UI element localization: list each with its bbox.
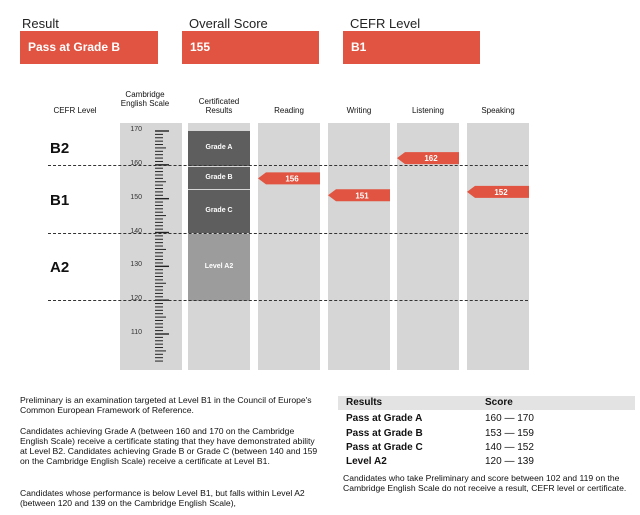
table-row-score: 120 — 139 [485,456,534,467]
scale-col-header: Cambridge English Scale [120,90,170,108]
results-col-header: Results [346,397,383,408]
reading-col-header: Reading [274,106,304,115]
score-tag-value: 162 [424,154,438,164]
cefr-level-label: CEFR Level [350,16,421,31]
score-tag-value: 151 [355,191,369,201]
score-col-header: Score [485,397,513,408]
score-tag-writing [328,189,390,201]
score-tag-value: 156 [285,174,299,184]
cefr-b1-label: B1 [50,192,70,209]
score-tag-reading [258,172,320,184]
score-tag-listening [397,152,459,164]
grade-a-label: Grade A [205,144,233,151]
grade-c-label: Grade C [205,207,233,215]
cefr-b2-label: B2 [50,140,70,157]
result-label: Result [22,16,59,31]
tick-label: 140 [130,227,142,235]
table-note: Candidates who take Preliminary and score between 102 and 119 on the Cambridge English Scale do not receive a result, CEFR level or certificate. [343,473,627,493]
table-row-result: Pass at Grade C [346,442,423,453]
below-b1-paragraph: Candidates whose performance is below Level B1, but falls within Level A2 (between 120 and 139 on the Cambridge English Scale), [20,488,305,508]
cefr-a2-label: A2 [50,259,70,276]
score-tag-speaking [467,186,529,198]
table-row-score: 153 — 159 [485,428,534,439]
tick-label: 110 [130,329,142,336]
score-tag-value: 152 [494,187,508,197]
table-row-score: 160 — 170 [485,413,534,424]
table-row-result: Pass at Grade A [346,413,423,424]
writing-col-header: Writing [346,106,372,115]
table-row-score: 140 — 152 [485,442,534,453]
overall-score-label: Overall Score [189,16,268,31]
tick-label: 120 [130,295,142,303]
tick-label: 130 [130,261,142,269]
cefr-level-value: B1 [343,31,480,64]
intro-paragraph: Preliminary is an examination targeted at Level B1 in the Council of Europe's Common European Framework of Reference. [20,395,312,415]
grades-paragraph: Candidates achieving Grade A (between 160 and 170 on the Cambridge English Scale) receive a certificate stating that they have demonstrated ability at Level B2. Candidates achieving Grade B or Grade C (between 140 and 159 on the Cambridge English Scale) receive a certificate at Level B1. [20,426,318,466]
tick-label: 160 [130,159,142,167]
results-table-header [338,396,635,410]
grade-b-label: Grade B [205,173,233,181]
cefr-col-header: CEFR Level [53,106,97,115]
listening-col-header: Listening [411,106,445,115]
tick-label: 170 [130,126,142,133]
table-row-result: Level A2 [346,456,387,467]
result-value: Pass at Grade B [20,31,158,64]
overall-score-value: 155 [182,31,319,64]
tick-label: 150 [130,193,142,201]
level-a2-label: Level A2 [204,263,234,271]
table-row-result: Pass at Grade B [346,428,423,439]
speaking-col-header: Speaking [481,106,515,115]
cert-col-header: Certificated Results [198,97,240,115]
